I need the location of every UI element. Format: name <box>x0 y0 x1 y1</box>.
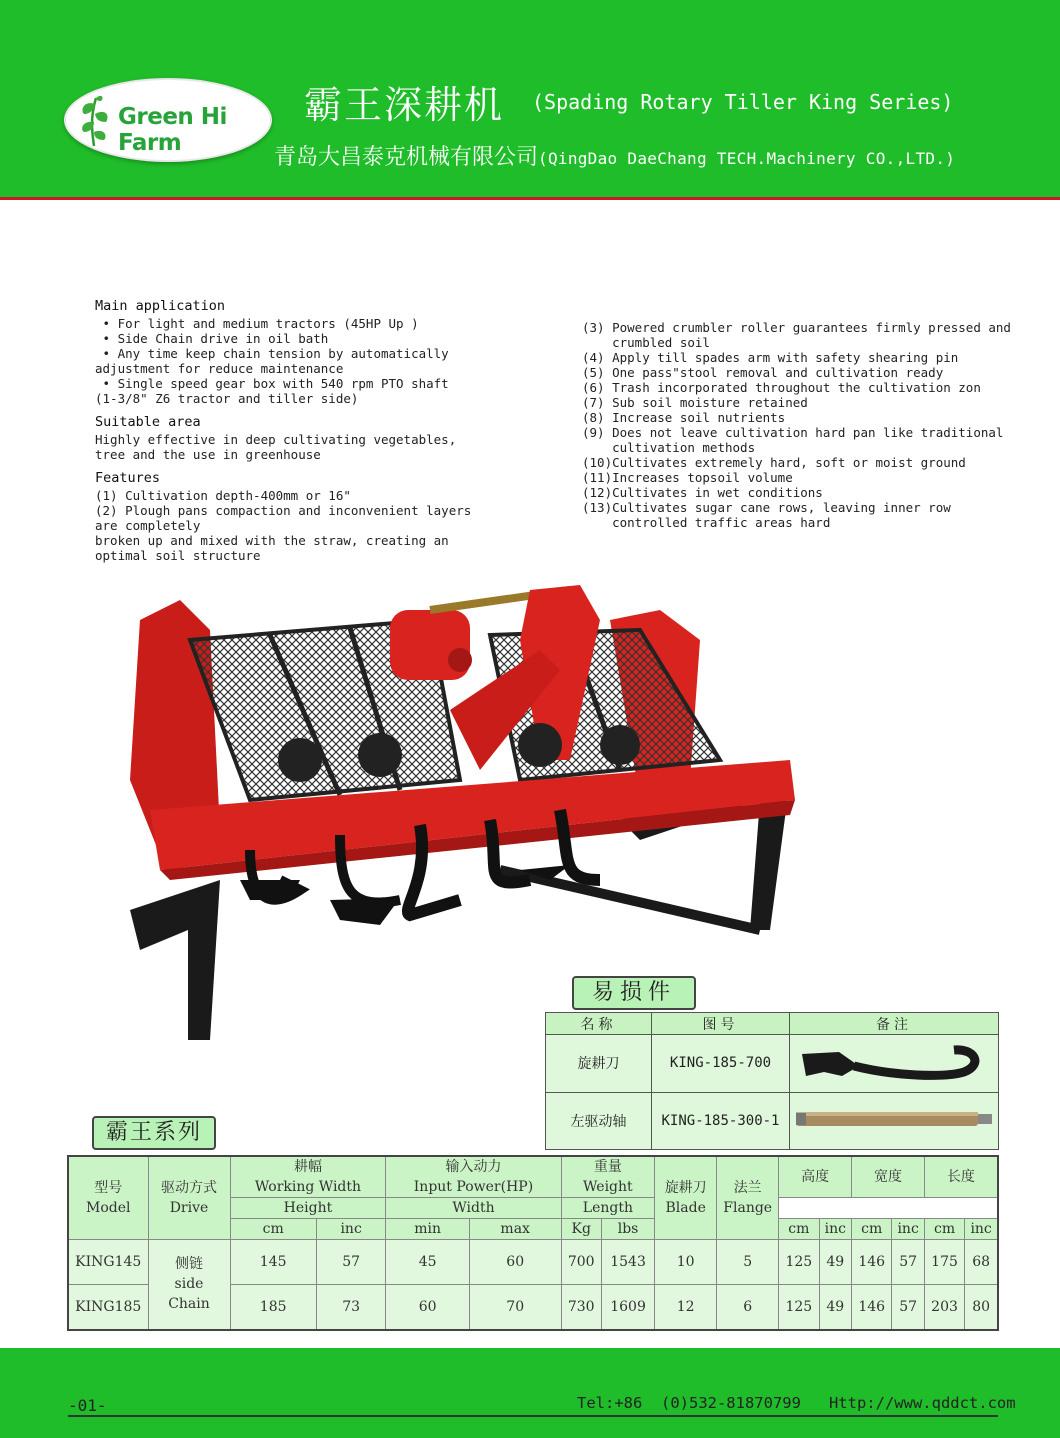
header-cell: 名称 <box>546 1013 652 1035</box>
feature-line: optimal soil structure <box>95 548 261 563</box>
header-model <box>68 1156 148 1240</box>
value-cell: 175 <box>924 1240 964 1285</box>
unit-cell: cm <box>230 1219 316 1240</box>
unit-cell: cm <box>924 1219 964 1240</box>
part-name: 旋耕刀 <box>546 1035 652 1092</box>
header-flange <box>717 1156 779 1240</box>
value-cell: 1609 <box>601 1285 654 1330</box>
description-right <box>582 320 1042 530</box>
suitable-area-line: Highly effective in deep cultivating vegetables, <box>95 432 457 447</box>
main-application-line: • Any time keep chain tension by automatically <box>95 346 449 361</box>
header-label-cn: 旋耕刀 <box>664 1180 707 1196</box>
header-weight <box>561 1156 655 1198</box>
features-heading: Features <box>95 470 161 486</box>
unit-cell: cm <box>852 1219 892 1240</box>
table-row <box>546 1035 999 1092</box>
main-application-line: (1-3/8" Z6 tractor and tiller side) <box>95 391 359 406</box>
feature-line: cultivation methods <box>582 440 756 455</box>
feature-line: (2) Plough pans compaction and inconvenient layers <box>95 503 472 518</box>
main-application-section <box>95 298 525 406</box>
feature-line: are completely <box>95 518 201 533</box>
logo-text: Green Hi Farm <box>118 104 227 156</box>
value-cell: 57 <box>316 1240 386 1285</box>
feature-line: (3) Powered crumbler roller guarantees firmly pressed and <box>582 320 1011 335</box>
unit-cell: inc <box>892 1219 925 1240</box>
value-cell: 125 <box>779 1285 819 1330</box>
drive-label-en: Chain <box>168 1296 210 1313</box>
header-height: 高度 <box>779 1156 852 1198</box>
header-label-cn: 型号 <box>94 1180 123 1196</box>
header-length: 长度 <box>924 1156 998 1198</box>
part-image-cell <box>790 1035 999 1092</box>
value-cell: 80 <box>965 1285 998 1330</box>
footer-banner <box>0 1348 1060 1438</box>
page-number: -01- <box>68 1396 107 1415</box>
blade-icon <box>794 1036 994 1086</box>
feature-line: crumbled soil <box>582 335 710 350</box>
header-label-cn: 输入动力 <box>445 1159 502 1175</box>
value-cell: 145 <box>230 1240 316 1285</box>
wear-parts-tag: 易损件 <box>572 976 696 1010</box>
header-label-en: Model <box>86 1200 131 1216</box>
value-cell: 49 <box>819 1240 852 1285</box>
unit-cell: max <box>469 1219 561 1240</box>
part-code: KING-185-300-1 <box>652 1092 790 1149</box>
header-cell: 备注 <box>790 1013 999 1035</box>
header-input-power <box>386 1156 561 1198</box>
header-divider <box>0 197 1060 200</box>
company-name-cn: 青岛大昌泰克机械有限公司 <box>274 145 539 170</box>
feature-line: (12)Cultivates in wet conditions <box>582 485 823 500</box>
company-name-en: (QingDao DaeChang TECH.Machinery CO.,LTD.) <box>538 149 956 168</box>
header-drive <box>148 1156 230 1240</box>
header-label-en: Flange <box>723 1200 773 1216</box>
page-subtitle: (Spading Rotary Tiller King Series) <box>532 90 954 114</box>
part-image-cell <box>790 1092 999 1149</box>
wear-parts-table <box>545 1012 999 1150</box>
feature-line: (6) Trash incorporated throughout the cultivation zon <box>582 380 981 395</box>
feature-line: (7) Sub soil moisture retained <box>582 395 808 410</box>
value-cell: 730 <box>561 1285 601 1330</box>
value-cell: 12 <box>655 1285 717 1330</box>
header-label-cn: 驱动方式 <box>161 1180 217 1196</box>
value-cell: 6 <box>717 1285 779 1330</box>
feature-line: broken up and mixed with the straw, creating an <box>95 533 449 548</box>
leaf-icon <box>76 92 112 148</box>
unit-cell: inc <box>316 1219 386 1240</box>
header-label-en: Blade <box>665 1200 706 1216</box>
unit-cell: min <box>386 1219 469 1240</box>
drive-cell <box>148 1240 230 1330</box>
value-cell: 700 <box>561 1240 601 1285</box>
value-cell: 57 <box>892 1240 925 1285</box>
feature-line: (10)Cultivates extremely hard, soft or moist ground <box>582 455 966 470</box>
unit-cell: inc <box>965 1219 998 1240</box>
unit-cell: inc <box>819 1219 852 1240</box>
header-label-cn: 重量 <box>593 1159 622 1175</box>
value-cell: 73 <box>316 1285 386 1330</box>
part-name: 左驱动轴 <box>546 1092 652 1149</box>
unit-cell: cm <box>779 1219 819 1240</box>
value-cell: 5 <box>717 1240 779 1285</box>
model-cell: KING145 <box>68 1240 148 1285</box>
header-breadth-en: Width <box>386 1198 561 1219</box>
feature-line: controlled traffic areas hard <box>582 515 831 530</box>
main-application-line: • For light and medium tractors (45HP Up ) <box>95 316 419 331</box>
feature-line: (4) Apply till spades arm with safety shearing pin <box>582 350 959 365</box>
value-cell: 68 <box>965 1240 998 1285</box>
shaft-icon <box>794 1106 994 1132</box>
main-application-line: • Single speed gear box with 540 rpm PTO shaft <box>95 376 449 391</box>
model-cell: KING185 <box>68 1285 148 1330</box>
company-logo <box>64 78 272 162</box>
header-length-en: Length <box>561 1198 655 1219</box>
suitable-area-section <box>95 414 525 462</box>
feature-line: (1) Cultivation depth-400mm or 16" <box>95 488 351 503</box>
value-cell: 203 <box>924 1285 964 1330</box>
feature-line: (5) One pass"stool removal and cultivation ready <box>582 365 944 380</box>
header-label-en: Drive <box>169 1200 209 1216</box>
feature-line: (13)Cultivates sugar cane rows, leaving inner row <box>582 500 951 515</box>
value-cell: 146 <box>852 1285 892 1330</box>
series-spec-table <box>67 1155 999 1331</box>
drive-label-en: side <box>174 1276 204 1293</box>
header-breadth: 宽度 <box>852 1156 925 1198</box>
features-section <box>95 470 525 563</box>
value-cell: 60 <box>386 1285 469 1330</box>
company-name <box>274 140 955 171</box>
value-cell: 1543 <box>601 1240 654 1285</box>
suitable-area-heading: Suitable area <box>95 414 201 430</box>
value-cell: 185 <box>230 1285 316 1330</box>
value-cell: 45 <box>386 1240 469 1285</box>
suitable-area-line: tree and the use in greenhouse <box>95 447 321 462</box>
value-cell: 57 <box>892 1285 925 1330</box>
table-header-row <box>546 1013 999 1035</box>
part-code: KING-185-700 <box>652 1035 790 1092</box>
table-header-row <box>68 1156 998 1198</box>
main-application-heading: Main application <box>95 298 226 314</box>
footer-divider <box>68 1415 998 1417</box>
table-row <box>68 1240 998 1285</box>
drive-label-cn: 侧链 <box>175 1256 203 1273</box>
feature-line: (9) Does not leave cultivation hard pan like traditional <box>582 425 1004 440</box>
header-label-cn: 耕幅 <box>293 1159 322 1175</box>
value-cell: 146 <box>852 1240 892 1285</box>
value-cell: 10 <box>655 1240 717 1285</box>
header-cell: 图号 <box>652 1013 790 1035</box>
value-cell: 49 <box>819 1285 852 1330</box>
unit-cell: Kg <box>561 1219 601 1240</box>
header-working-width <box>230 1156 386 1198</box>
value-cell: 60 <box>469 1240 561 1285</box>
header-label-en: Working Width <box>254 1179 362 1195</box>
main-application-line: adjustment for reduce maintenance <box>95 361 344 376</box>
unit-cell: lbs <box>601 1219 654 1240</box>
header-label-en: Input Power(HP) <box>413 1179 534 1195</box>
contact-info: Tel:+86 (0)532-81870799 Http://www.qddct.com <box>577 1394 1016 1412</box>
page-title: 霸王深耕机 <box>304 83 505 127</box>
header-height-en: Height <box>230 1198 386 1219</box>
header-label-en: Weight <box>583 1179 633 1195</box>
header-blade <box>655 1156 717 1240</box>
series-tag: 霸王系列 <box>92 1116 216 1150</box>
value-cell: 125 <box>779 1240 819 1285</box>
header-label-cn: 法兰 <box>733 1180 762 1196</box>
value-cell: 70 <box>469 1285 561 1330</box>
table-row <box>546 1092 999 1149</box>
feature-line: (11)Increases topsoil volume <box>582 470 793 485</box>
description-left <box>95 298 525 571</box>
main-application-line: • Side Chain drive in oil bath <box>95 331 329 346</box>
feature-line: (8) Increase soil nutrients <box>582 410 786 425</box>
